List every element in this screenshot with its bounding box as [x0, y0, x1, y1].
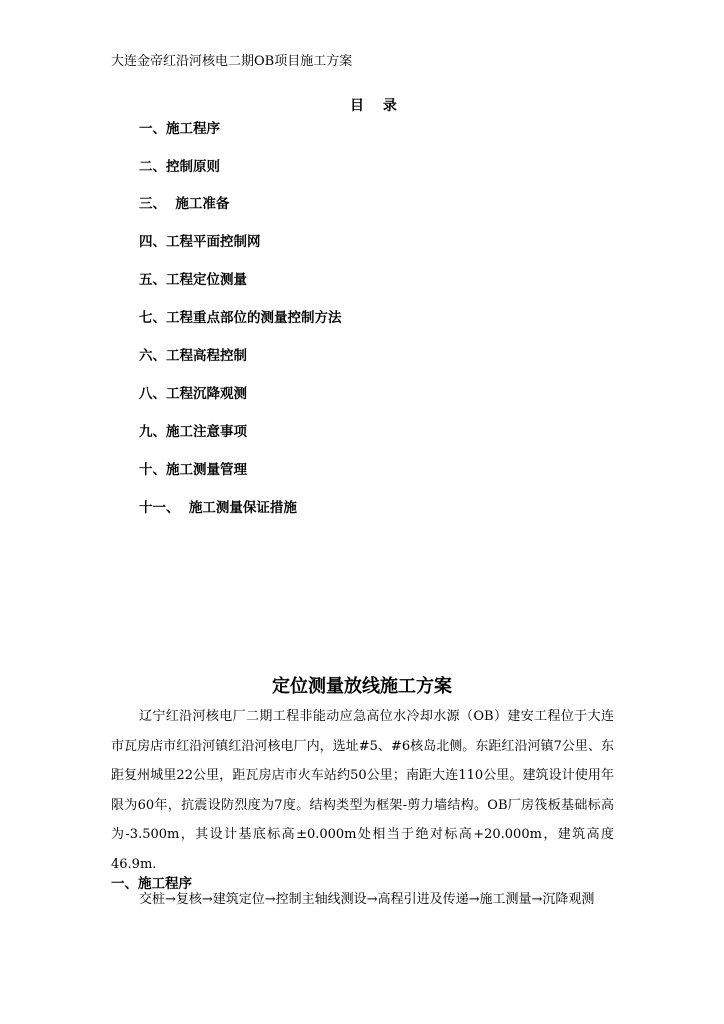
construction-flow-paragraph: 交桩→复核→建筑定位→控制主轴线测设→高程引进及传递→施工测量→沉降观测 — [139, 892, 595, 907]
toc-item: 六、工程高程控制 — [139, 348, 247, 364]
toc-item: 八、工程沉降观测 — [139, 386, 247, 402]
intro-paragraph: 辽宁红沿河核电厂二期工程非能动应急高位水冷却水源（OB）建安工程位于大连市瓦房店市红沿河镇红沿河核电厂内，选址#5、#6核岛北侧。东距红沿河镇7公里、东距复州城里22公里，距瓦房店市火车站约50公里；南距大连110公里。建筑设计使用年限为60年，抗震设防烈度为7度。结构类型为框架-剪力墙结构。OB厂房筏板基础标高为-3.500m，其设计基底标高±0.000m处相当于绝对标高+20.000m，建筑高度46.9m. — [111, 709, 614, 872]
toc-item: 十一、 施工测量保证措施 — [139, 500, 297, 516]
toc-item: 四、工程平面控制网 — [139, 234, 261, 250]
toc-item: 七、工程重点部位的测量控制方法 — [139, 310, 342, 326]
toc-item: 三、 施工准备 — [139, 196, 230, 212]
toc-item: 五、工程定位测量 — [139, 272, 247, 288]
toc-item: 一、施工程序 — [139, 121, 220, 137]
document-title: 定位测量放线施工方案 — [272, 676, 452, 697]
toc-title: 目 录 — [350, 98, 397, 114]
toc-item: 十、施工测量管理 — [139, 462, 247, 478]
section-heading: 一、施工程序 — [111, 876, 192, 892]
toc-item: 二、控制原则 — [139, 159, 220, 175]
page-header: 大连金帝红沿河核电二期OB项目施工方案 — [111, 54, 353, 69]
toc-item: 九、施工注意事项 — [139, 424, 247, 440]
